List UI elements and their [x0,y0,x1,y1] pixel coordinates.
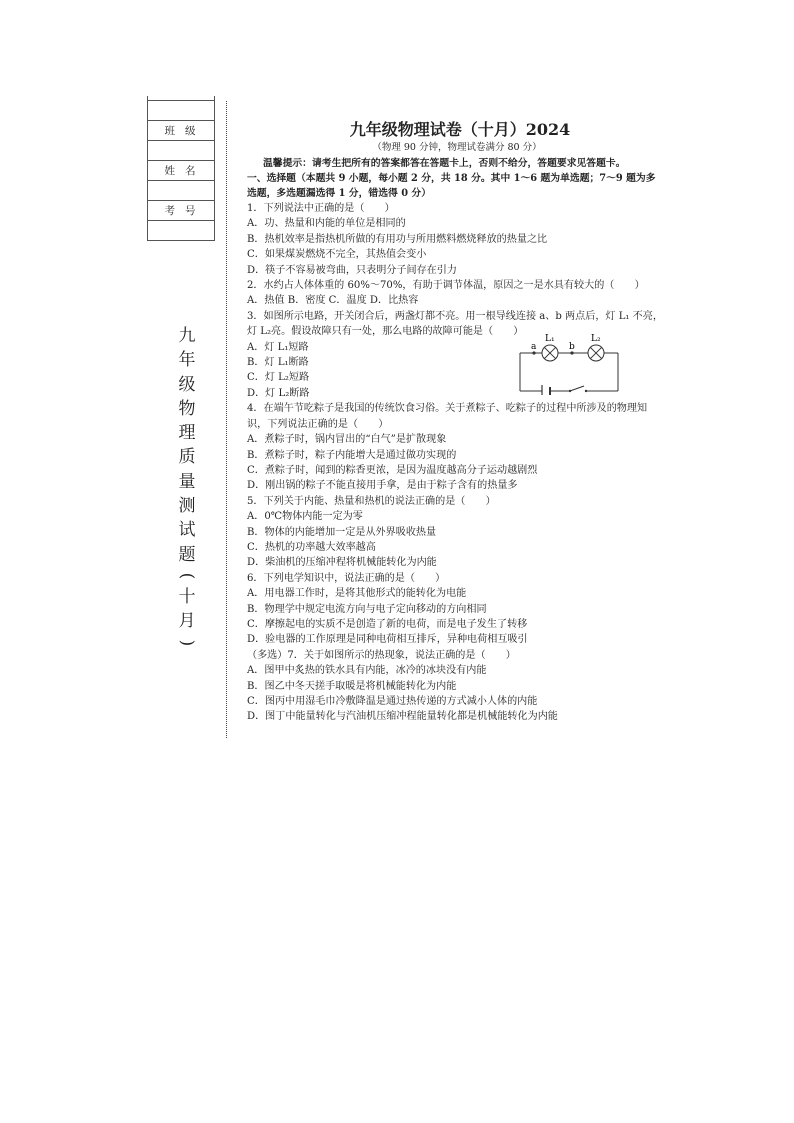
option: A．图甲中炙热的铁水具有内能，冰冷的冰块没有内能 [247,665,487,677]
side-title-char: 月 [178,611,196,632]
side-title-char: 试 [178,520,196,541]
section-heading: 选题，多选题漏选得 1 分，错选得 0 分） [247,188,432,199]
circuit-diagram [518,329,620,395]
exam-title: 九年级物理试卷（十月）2024 [349,120,571,139]
option: D．刚出锅的粽子不能直接用手拿，是由于粽子含有的热量多 [247,480,518,492]
info-row-blank [148,140,214,160]
option: A．热值 B．密度 C．温度 D．比热容 [247,295,419,307]
class-label: 班级 [148,120,214,140]
info-row-blank [148,180,214,200]
side-title-char: 测 [178,496,196,517]
side-title-char: 题 [178,544,196,565]
exam-number-label: 考号 [148,200,214,220]
side-title-char: 质 [178,447,196,468]
side-title-char: 十 [178,586,196,607]
option: D．筷子不容易被弯曲，只表明分子间存在引力 [247,264,457,276]
question-stem: 识，下列说法正确的是（ ） [247,418,389,430]
option: B．灯 L₁断路 [247,357,309,369]
option: B．物理学中规定电流方向与电子定向移动的方向相同 [247,603,487,615]
option: A．煮粽子时，锅内冒出的“白气”是扩散现象 [247,434,447,446]
label-l1: L₁ [545,334,555,344]
option: D．验电器的工作原理是同种电荷相互排斥，异种电荷相互吸引 [247,634,528,646]
name-label: 姓名 [148,160,214,180]
info-row-blank [148,220,214,240]
switch-icon [570,386,584,391]
side-title-char: 级 [178,374,196,395]
option: B．煮粽子时，粽子内能增大是通过做功实现的 [247,449,457,461]
option: A．用电器工作时，是将其他形式的能转化为电能 [247,588,467,600]
question-stem: （多选）7．关于如图所示的热现象，说法正确的是（ ） [247,649,516,661]
option: C．热机的功率越大效率越高 [247,541,376,553]
student-info-table [147,100,215,241]
question-stem: 6．下列电学知识中，说法正确的是（ ） [247,572,446,584]
option: A．0℃物体内能一定为零 [247,511,363,523]
binding-dotted-line [226,101,227,738]
exam-content [247,118,667,725]
option: B．图乙中冬天搓手取暖是将机械能转化为内能 [247,680,457,692]
label-a: a [531,342,537,352]
side-title-char: 九 [178,326,196,346]
side-title-char: 量 [178,471,196,492]
option: A．功、热量和内能的单位是相同的 [247,218,406,230]
question-stem: 3．如图所示电路，开关闭合后，两盏灯都不亮。用一根导线连接 a、b 两点后，灯 L₁ 不亮， [247,310,663,322]
exam-tip: 温馨提示：请考生把所有的答案都答在答题卡上，否则不给分，答题要求见答题卡。 [263,158,626,169]
label-b: b [569,342,575,352]
question-stem: 2．水约占人体体重的 60%～70%，有助于调节体温，原因之一是水具有较大的（ ） [247,280,645,292]
side-title-char: 年 [178,350,196,371]
question-stem: 灯 L₂亮。假设故障只有一处，那么电路的故障可能是（ ） [247,326,524,338]
question-stem: 4．在端午节吃粽子是我国的传统饮食习俗。关于煮粽子、吃粽子的过程中所涉及的物理知 [247,403,648,415]
option: C．灯 L₂短路 [247,372,310,384]
side-title-char: 理 [178,423,196,444]
side-vertical-title [172,324,202,652]
option: D．柴油机的压缩冲程将机械能转化为内能 [247,557,437,569]
option: D．灯 L₂断路 [247,387,310,399]
exam-subtitle: （物理 90 分钟，物理试卷满分 80 分） [372,142,542,153]
option: C．图丙中用湿毛巾冷敷降温是通过热传递的方式减小人体的内能 [247,696,538,707]
option: C．煮粽子时，闻到的粽香更浓，是因为温度越高分子运动越剧烈 [247,464,538,476]
option: C．如果煤炭燃烧不完全，其热值会变小 [247,249,427,261]
side-title-paren-close: ) [177,639,197,646]
option: A．灯 L₁短路 [247,341,309,353]
option: D．图丁中能量转化与汽油机压缩冲程能量转化都是机械能转化为内能 [247,711,558,723]
side-title-paren-open: ( [177,572,197,580]
section-heading: 一、选择题（本题共 9 小题，每小题 2 分，共 18 分。其中 1～6 题为单选题；7～9 题为多 [247,173,656,184]
option: B．物体的内能增加一定是从外界吸收热量 [247,526,437,538]
label-l2: L₂ [591,334,601,344]
question-stem: 1．下列说法中正确的是（ ） [247,203,395,214]
option: B．热机效率是指热机所做的有用功与所用燃料燃烧释放的热量之比 [247,233,548,245]
side-title-char: 物 [178,398,196,419]
question-stem: 5．下列关于内能、热量和热机的说法正确的是（ ） [247,495,496,507]
info-row-blank [148,100,214,120]
option: C．摩擦起电的实质不是创造了新的电荷，而是电子发生了转移 [247,618,528,630]
